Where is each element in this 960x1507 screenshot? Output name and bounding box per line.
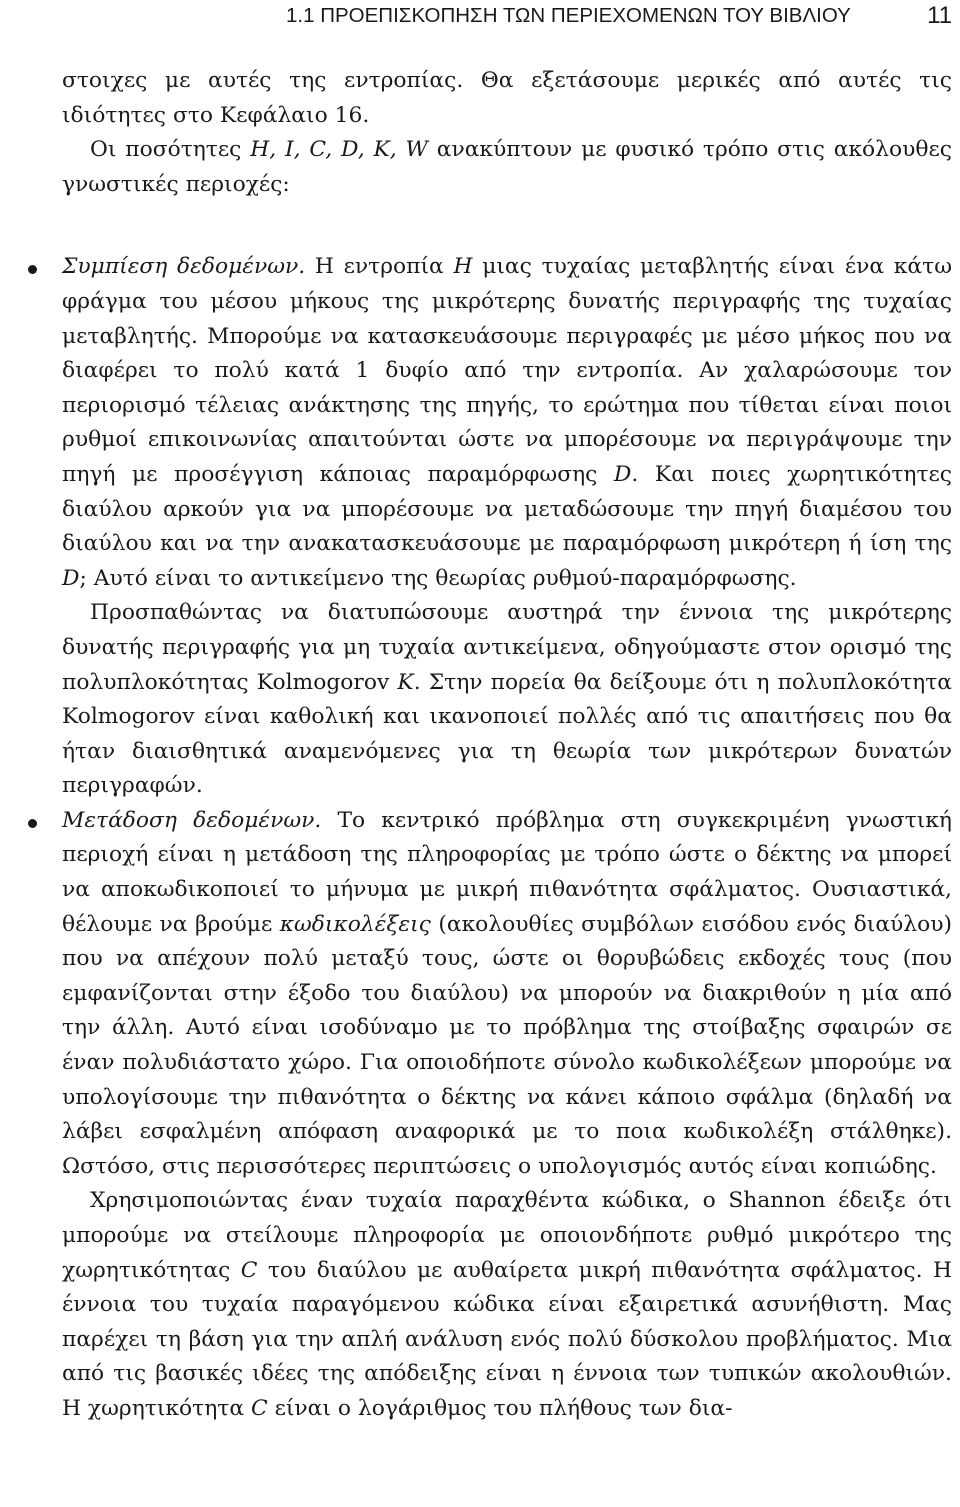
item-heading: Μετάδοση δεδομένων.	[62, 807, 322, 833]
item-paragraph: Μετάδοση δεδομένων. Το κεντρικό πρόβλημα στη συγκεκριμένη γνωστική περιοχή είναι η μετάδοση της πληροφορίας με τρόπο ώστε ο δέκτης να μπορεί να αποκωδικοποιεί το μήνυμα με μικρή πιθανότητα σφάλματος. Ουσιαστικά, θέλουμε να βρούμε κωδικολέξεις (ακολουθίες συμβόλων εισόδου ενός διαύλου) που να απέχουν πολύ μεταξύ τους, ώστε οι θορυβώδεις εκδοχές τους (που εμφανίζονται στην έξοδο του διαύλου) να μπορούν να διακριθούν η μία από την άλλη. Αυτό είναι ισοδύναμο με το πρόβλημα της στοίβαξης σφαιρών σε έναν πολυδιάστατο χώρο. Για οποιοδήποτε σύνολο κωδικολέξεων μπορούμε να υπολογίσουμε την πιθανότητα ο δέκτης να κάνει κάποιο σφάλμα (δηλαδή να λάβει εσφαλμένη απόφαση αναφορικά με το ποια κωδικολέξη στάλθηκε). Ωστόσο, στις περισσότερες περιπτώσεις ο υπολογισμός αυτός είναι κοπιώδης.	[62, 807, 952, 1179]
section-title: 1.1 ΠΡΟΕΠΙΣΚΟΠΗΣΗ ΤΩΝ ΠΕΡΙΕΧΟΜΕΝΩΝ ΤΟΥ ΒΙΒΛΙΟΥ	[286, 4, 851, 27]
bullet-icon	[28, 265, 37, 274]
math-variables: H, I, C, D, K, W	[250, 137, 428, 163]
intro-paragraph-1: στοιχες με αυτές της εντροπίας. Θα εξετάσουμε μερικές από αυτές τις ιδιότητες στο Κεφάλαιο 16.	[62, 68, 952, 128]
item-paragraph: Συμπίεση δεδομένων. Η εντροπία H μιας τυχαίας μεταβλητής είναι ένα κάτω φράγμα του μέσου μήκους της μικρότερης δυνατής περιγραφής της τυχαίας μεταβλητής. Μπορούμε να κατασκευάσουμε περιγραφές με μέσο μήκος που να διαφέρει το πολύ κατά 1 δυφίο από την εντροπία. Αν χαλαρώσουμε τον περιορισμό τέλειας ανάκτησης της πηγής, το ερώτημα που τίθεται είναι ποιοι ρυθμοί επικοινωνίας απαιτούνται ώστε να μπορέσουμε να περιγράψουμε την πηγή με προσέγγιση κάποιας παραμόρφωσης D. Και ποιες χωρητικότητες διαύλου αρκούν για να μπορέσουμε να μεταδώσουμε την πηγή διαμέσου του διαύλου και να την ανακατασκευάσουμε με παραμόρφωση μικρότερη ή ίση της D; Αυτό είναι το αντικείμενο της θεωρίας ρυθμού-παραμόρφωσης.	[62, 254, 952, 591]
list-item-data-transmission	[62, 804, 952, 1427]
intro-paragraph-2: Οι ποσότητες H, I, C, D, K, W ανακύπτουν με φυσικό τρόπο στις ακόλουθες γνωστικές περιοχές:	[62, 137, 952, 197]
running-header	[286, 4, 952, 34]
bullet-icon	[28, 819, 37, 828]
list-item-data-compression	[62, 250, 952, 804]
page-body	[62, 64, 952, 1427]
emphasized-term: κωδικολέξεις	[279, 911, 431, 937]
item-paragraph: Χρησιμοποιώντας έναν τυχαία παραχθέντα κώδικα, ο Shannon έδειξε ότι μπορούμε να στείλουμε πληροφορία με οποιονδήποτε ρυθμό μικρότερο της χωρητικότητας C του διαύλου με αυθαίρετα μικρή πιθανότητα σφάλματος. Η έννοια του τυχαία παραγόμενου κώδικα είναι εξαιρετικά ασυνήθιστη. Μας παρέχει τη βάση για την απλή ανάλυση ενός πολύ δύσκολου προβλήματος. Μια από τις βασικές ιδέες της απόδειξης είναι η έννοια των τυπικών ακολουθιών. Η χωρητικότητα C είναι ο λογάριθμος του πλήθους των δια-	[62, 1188, 952, 1421]
item-heading: Συμπίεση δεδομένων.	[62, 254, 306, 280]
item-paragraph: Προσπαθώντας να διατυπώσουμε αυστηρά την έννοια της μικρότερης δυνατής περιγραφής για μη τυχαία αντικείμενα, οδηγούμαστε στον ορισμό της πολυπλοκότητας Kolmogorov K. Στην πορεία θα δείξουμε ότι η πολυπλοκότητα Kolmogorov είναι καθολική και ικανοποιεί πολλές από τις απαιτήσεις που θα ήταν διαισθητικά αναμενόμενες για τη θεωρία των μικρότερων δυνατών περιγραφών.	[62, 600, 952, 799]
page-number: 11	[927, 2, 952, 29]
